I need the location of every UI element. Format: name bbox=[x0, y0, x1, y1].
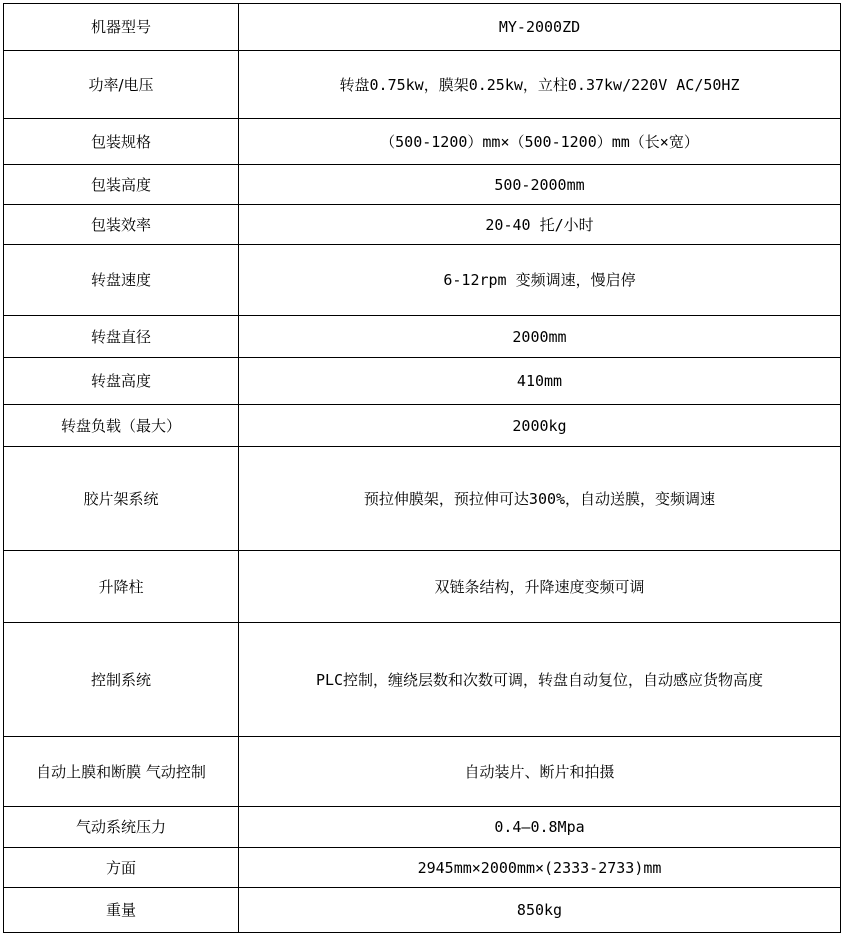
spec-label: 升降柱 bbox=[4, 551, 239, 623]
spec-value: 2000mm bbox=[239, 316, 841, 358]
table-row bbox=[4, 358, 841, 405]
spec-value: 20-40 托/小时 bbox=[239, 205, 841, 245]
spec-label: 包装规格 bbox=[4, 119, 239, 165]
spec-label: 胶片架系统 bbox=[4, 447, 239, 551]
table-row bbox=[4, 165, 841, 205]
table-row bbox=[4, 623, 841, 737]
table-row bbox=[4, 737, 841, 807]
spec-value: 410mm bbox=[239, 358, 841, 405]
spec-label: 转盘负载（最大） bbox=[4, 405, 239, 447]
table-row bbox=[4, 848, 841, 888]
spec-value: 预拉伸膜架，预拉伸可达300%，自动送膜，变频调速 bbox=[239, 447, 841, 551]
spec-label: 转盘直径 bbox=[4, 316, 239, 358]
table-row bbox=[4, 551, 841, 623]
table-row bbox=[4, 205, 841, 245]
spec-label: 机器型号 bbox=[4, 4, 239, 51]
spec-label: 包装高度 bbox=[4, 165, 239, 205]
spec-value: 6-12rpm 变频调速，慢启停 bbox=[239, 245, 841, 316]
spec-value: 自动装片、断片和拍摄 bbox=[239, 737, 841, 807]
spec-value: PLC控制，缠绕层数和次数可调，转盘自动复位，自动感应货物高度 bbox=[239, 623, 841, 737]
table-row bbox=[4, 4, 841, 51]
table-row bbox=[4, 447, 841, 551]
spec-label: 重量 bbox=[4, 888, 239, 933]
spec-label: 转盘速度 bbox=[4, 245, 239, 316]
table-row bbox=[4, 888, 841, 933]
spec-value: 2945mm×2000mm×(2333-2733)mm bbox=[239, 848, 841, 888]
spec-label: 包装效率 bbox=[4, 205, 239, 245]
spec-table bbox=[3, 3, 841, 933]
spec-label: 气动系统压力 bbox=[4, 807, 239, 848]
spec-value: 0.4—0.8Mpa bbox=[239, 807, 841, 848]
table-row bbox=[4, 245, 841, 316]
spec-label: 方面 bbox=[4, 848, 239, 888]
spec-label: 功率/电压 bbox=[4, 51, 239, 119]
table-row bbox=[4, 405, 841, 447]
table-row bbox=[4, 51, 841, 119]
spec-label: 控制系统 bbox=[4, 623, 239, 737]
table-row bbox=[4, 316, 841, 358]
table-row bbox=[4, 807, 841, 848]
spec-value: MY-2000ZD bbox=[239, 4, 841, 51]
spec-value: 双链条结构，升降速度变频可调 bbox=[239, 551, 841, 623]
spec-value: （500-1200）mm×（500-1200）mm（长×宽） bbox=[239, 119, 841, 165]
spec-label: 自动上膜和断膜 气动控制 bbox=[4, 737, 239, 807]
spec-value: 850kg bbox=[239, 888, 841, 933]
spec-value: 转盘0.75kw，膜架0.25kw，立柱0.37kw/220V AC/50HZ bbox=[239, 51, 841, 119]
spec-value: 500-2000mm bbox=[239, 165, 841, 205]
spec-label: 转盘高度 bbox=[4, 358, 239, 405]
spec-value: 2000kg bbox=[239, 405, 841, 447]
table-row bbox=[4, 119, 841, 165]
